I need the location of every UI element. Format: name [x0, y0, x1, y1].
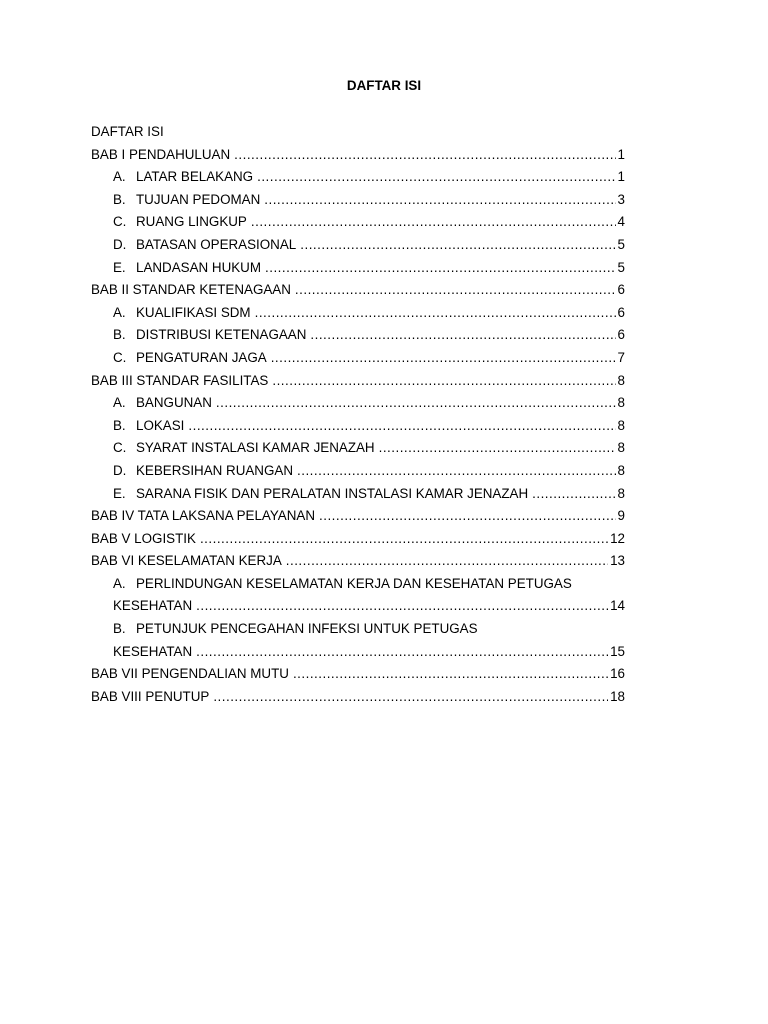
- page-title: DAFTAR ISI: [346, 78, 422, 93]
- dot-leader: [255, 302, 616, 325]
- toc-entry-page-number: 13: [610, 553, 625, 569]
- dot-leader: [319, 505, 616, 528]
- toc-entry-label: KESEHATAN: [113, 598, 193, 614]
- dot-leader: [286, 550, 608, 573]
- toc-entry: [91, 257, 625, 280]
- toc-entry-marker: C.: [113, 214, 127, 230]
- toc-entry-label: KEBERSIHAN RUANGAN: [136, 462, 293, 478]
- toc-entry-label: LOKASI: [136, 417, 185, 433]
- dot-leader: [532, 483, 615, 506]
- dot-leader: [310, 324, 615, 347]
- toc-entry: [91, 211, 625, 234]
- toc-entry-marker: A.: [113, 575, 126, 591]
- toc-entry-page-number: 18: [610, 688, 625, 704]
- toc-entry: [91, 550, 625, 573]
- toc-entry-marker: B.: [113, 191, 126, 207]
- dot-leader: [300, 234, 615, 257]
- toc-entry: [91, 415, 625, 438]
- toc-entry: [91, 347, 625, 370]
- dot-leader: [297, 460, 616, 483]
- toc-entry: [91, 686, 625, 709]
- toc-entry-label: DAFTAR ISI: [91, 124, 164, 139]
- toc-entry-label: PERLINDUNGAN KESELAMATAN KERJA DAN KESEHATAN PETUGAS: [136, 575, 572, 591]
- toc-entry: [91, 279, 625, 302]
- toc-entry: [91, 189, 625, 212]
- toc-entry: [91, 234, 625, 257]
- toc-entry-page-number: 9: [617, 508, 625, 524]
- toc-entry: [91, 121, 625, 144]
- dot-leader: [257, 166, 615, 189]
- toc-entry-page-number: 12: [610, 530, 625, 546]
- toc-entry-label: BAB II STANDAR KETENAGAAN: [91, 282, 291, 298]
- toc-entry-marker: B.: [113, 417, 126, 433]
- toc-entry-label: BAB I PENDAHULUAN: [91, 146, 231, 162]
- toc-entry-marker: D.: [113, 236, 127, 252]
- toc-entry: [91, 302, 625, 325]
- toc-entry-page-number: 6: [617, 282, 625, 298]
- toc-entry-marker: B.: [113, 621, 126, 637]
- dot-leader: [264, 189, 615, 212]
- dot-leader: [251, 211, 616, 234]
- toc-entry-page-number: 15: [610, 643, 625, 659]
- toc-entry-page-number: 6: [617, 304, 625, 320]
- dot-leader: [196, 641, 608, 664]
- toc-entry-label: KESEHATAN: [113, 643, 193, 659]
- toc-entry-label: TUJUAN PEDOMAN: [136, 191, 261, 207]
- toc-entry-page-number: 8: [617, 395, 625, 411]
- toc-entry-label: BAB III STANDAR FASILITAS: [91, 372, 269, 388]
- toc-entry: [91, 641, 625, 664]
- dot-leader: [295, 279, 616, 302]
- toc-entry-marker: C.: [113, 440, 127, 456]
- toc-entry-marker: A.: [113, 169, 126, 185]
- toc-entry-marker: C.: [113, 349, 127, 365]
- toc-entry-page-number: 8: [617, 372, 625, 388]
- toc-entry-label: LANDASAN HUKUM: [136, 259, 262, 275]
- toc-entry-label: LATAR BELAKANG: [136, 169, 254, 185]
- toc-entry-page-number: 7: [617, 349, 625, 365]
- dot-leader: [234, 144, 615, 167]
- toc-entry-label: BAB VIII PENUTUP: [91, 688, 210, 704]
- toc-entry-label: BAB IV TATA LAKSANA PELAYANAN: [91, 508, 316, 524]
- toc-entry: [91, 528, 625, 551]
- toc-entry-marker: E.: [113, 259, 126, 275]
- toc-entry-marker: D.: [113, 462, 127, 478]
- dot-leader: [272, 370, 615, 393]
- toc-entry-page-number: 14: [610, 598, 625, 614]
- table-of-contents: [91, 121, 625, 708]
- dot-leader: [293, 663, 608, 686]
- toc-entry-label: BAB VI KESELAMATAN KERJA: [91, 553, 282, 569]
- dot-leader: [271, 347, 616, 370]
- toc-entry: [91, 324, 625, 347]
- toc-entry-label: BATASAN OPERASIONAL: [136, 236, 297, 252]
- toc-entry-label: RUANG LINGKUP: [136, 214, 247, 230]
- toc-entry-label: KUALIFIKASI SDM: [136, 304, 251, 320]
- toc-entry-page-number: 1: [617, 169, 625, 185]
- toc-entry: [91, 370, 625, 393]
- toc-entry-page-number: 8: [617, 485, 625, 501]
- toc-entry: [91, 595, 625, 618]
- toc-entry-label: PETUNJUK PENCEGAHAN INFEKSI UNTUK PETUGAS: [136, 621, 478, 637]
- dot-leader: [213, 686, 608, 709]
- toc-entry-marker: E.: [113, 485, 126, 501]
- toc-entry-page-number: 8: [617, 440, 625, 456]
- toc-entry-label: SYARAT INSTALASI KAMAR JENAZAH: [136, 440, 375, 456]
- dot-leader: [265, 257, 616, 280]
- toc-entry-label: BANGUNAN: [136, 395, 212, 411]
- toc-entry-page-number: 5: [617, 236, 625, 252]
- toc-entry-page-number: 3: [617, 191, 625, 207]
- toc-entry-page-number: 1: [617, 146, 625, 162]
- toc-entry-label: PENGATURAN JAGA: [136, 349, 267, 365]
- toc-entry-label: BAB VII PENGENDALIAN MUTU: [91, 666, 289, 682]
- toc-entry: [91, 573, 625, 596]
- toc-entry: [91, 460, 625, 483]
- toc-entry-marker: B.: [113, 327, 126, 343]
- toc-entry-label: DISTRIBUSI KETENAGAAN: [136, 327, 307, 343]
- dot-leader: [200, 528, 608, 551]
- toc-entry-marker: A.: [113, 304, 126, 320]
- toc-entry-page-number: 8: [617, 417, 625, 433]
- toc-entry-page-number: 6: [617, 327, 625, 343]
- toc-entry: [91, 483, 625, 506]
- dot-leader: [216, 392, 616, 415]
- toc-entry: [91, 663, 625, 686]
- dot-leader: [188, 415, 615, 438]
- toc-entry-marker: A.: [113, 395, 126, 411]
- dot-leader: [379, 437, 616, 460]
- toc-entry-label: SARANA FISIK DAN PERALATAN INSTALASI KAMAR JENAZAH: [136, 485, 529, 501]
- toc-entry: [91, 144, 625, 167]
- toc-entry: [91, 166, 625, 189]
- toc-entry: [91, 505, 625, 528]
- toc-entry: [91, 392, 625, 415]
- toc-entry-page-number: 16: [610, 666, 625, 682]
- toc-entry: [91, 618, 625, 641]
- toc-entry: [91, 437, 625, 460]
- dot-leader: [196, 595, 608, 618]
- toc-entry-label: BAB V LOGISTIK: [91, 530, 196, 546]
- toc-entry-page-number: 5: [617, 259, 625, 275]
- toc-entry-page-number: 4: [617, 214, 625, 230]
- toc-entry-page-number: 8: [617, 462, 625, 478]
